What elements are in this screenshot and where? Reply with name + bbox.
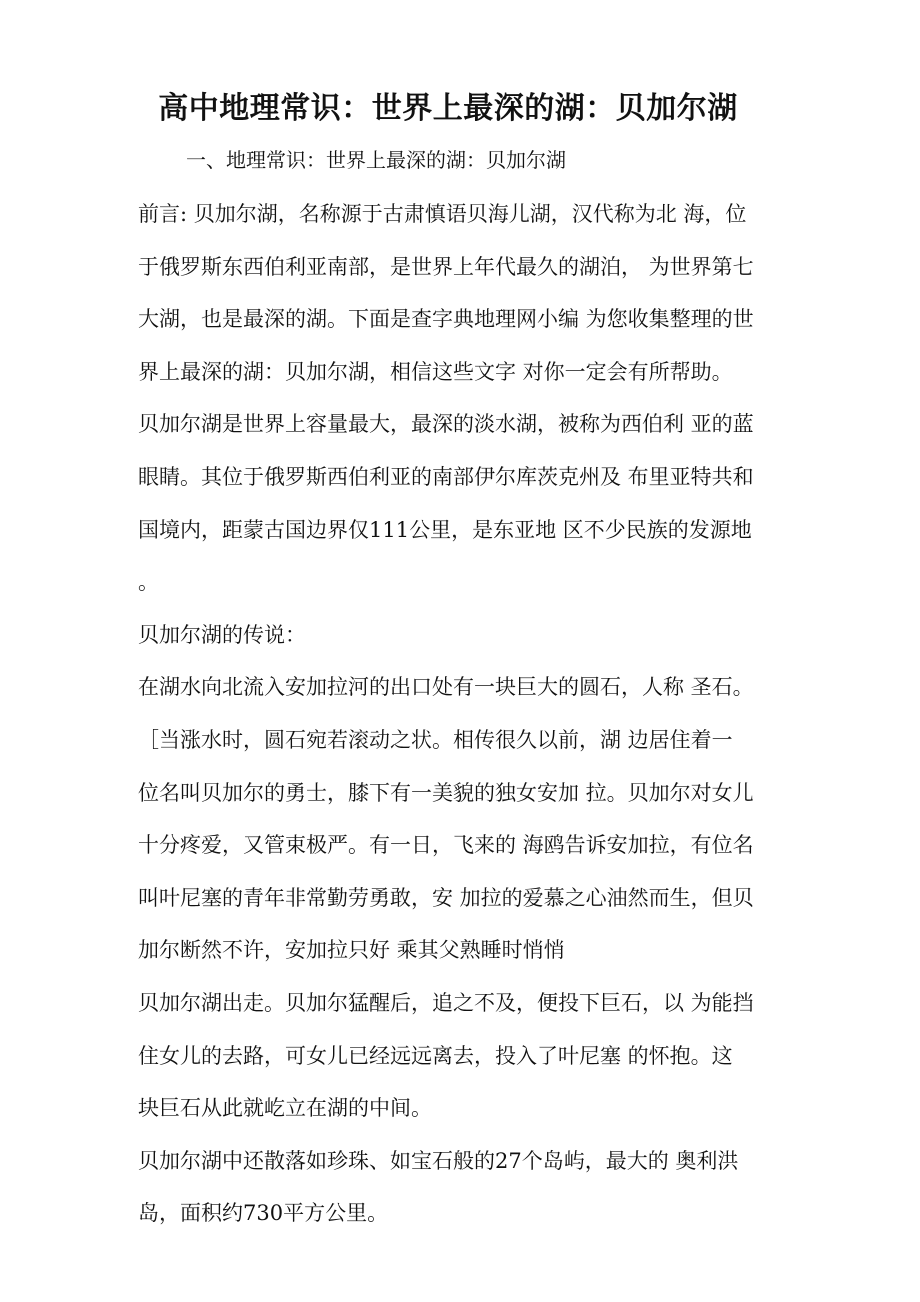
paragraph-intro <box>138 188 798 398</box>
text-line: ［当涨水时，圆石宛若滚动之状。相传很久以前，湖 边居住着一 <box>138 727 733 752</box>
text-line: 贝加尔湖是世界上容量最大，最深的淡水湖，被称为西伯利 亚的蓝 <box>138 412 754 437</box>
text-line: 位名叫贝加尔的勇士，膝下有一美貌的独女安加 拉。贝加尔对女儿 <box>138 780 754 805</box>
text-line: 于俄罗斯东西伯利亚南部，是世界上年代最久的湖泊， 为世界第七 <box>138 254 754 279</box>
text-line: 贝加尔湖出走。贝加尔猛醒后，追之不及，便投下巨石，以 为能挡 <box>138 990 754 1015</box>
text-line: 贝加尔湖中还散落如珍珠、如宝石般的27个岛屿，最大的 奥利洪 <box>138 1148 739 1173</box>
text-line: 大湖，也是最深的湖。下面是查字典地理网小编 为您收集整理的世 <box>138 307 754 332</box>
text-line: 住女儿的去路，可女儿已经远远离去，投入了叶尼塞 的怀抱。这 <box>138 1043 733 1068</box>
section-heading: 一、地理常识：世界上最深的湖：贝加尔湖 <box>186 148 566 172</box>
text-line: 界上最深的湖：贝加尔湖，相信这些文字 对你一定会有所帮助。 <box>138 359 733 384</box>
text-line: 眼睛。其位于俄罗斯西伯利亚的南部伊尔库茨克州及 布里亚特共和 <box>138 464 754 489</box>
paragraph-legend-continued <box>138 977 798 1135</box>
text-line: 岛，面积约730平方公里。 <box>138 1201 389 1226</box>
text-line: 在湖水向北流入安加拉河的出口处有一块巨大的圆石，人称 圣石。 <box>138 675 754 700</box>
text-line: 前言: 贝加尔湖，名称源于古肃慎语贝海儿湖，汉代称为北 海，位 <box>138 202 747 226</box>
document-body <box>138 188 798 1240</box>
text-line: 国境内，距蒙古国边界仅111公里，是东亚地 区不少民族的发源地 <box>138 517 752 542</box>
text-line: 块巨石从此就屹立在湖的中间。 <box>138 1096 432 1121</box>
paragraph-overview <box>138 398 798 608</box>
text-line: 贝加尔湖的传说： <box>138 622 306 647</box>
document-title: 高中地理常识：世界上最深的湖：贝加尔湖 <box>158 91 738 126</box>
paragraph-islands <box>138 1135 798 1240</box>
paragraph-legend-heading <box>138 609 798 662</box>
paragraph-legend <box>138 661 798 977</box>
text-line: 加尔断然不许，安加拉只好 乘其父熟睡时悄悄 <box>138 938 565 963</box>
text-line: 十分疼爱，又管束极严。有一日，飞来的 海鸥告诉安加拉，有位名 <box>138 833 754 858</box>
text-line: 叫叶尼塞的青年非常勤劳勇敢，安 加拉的爱慕之心油然而生，但贝 <box>138 885 754 910</box>
text-line: 。 <box>138 570 159 595</box>
